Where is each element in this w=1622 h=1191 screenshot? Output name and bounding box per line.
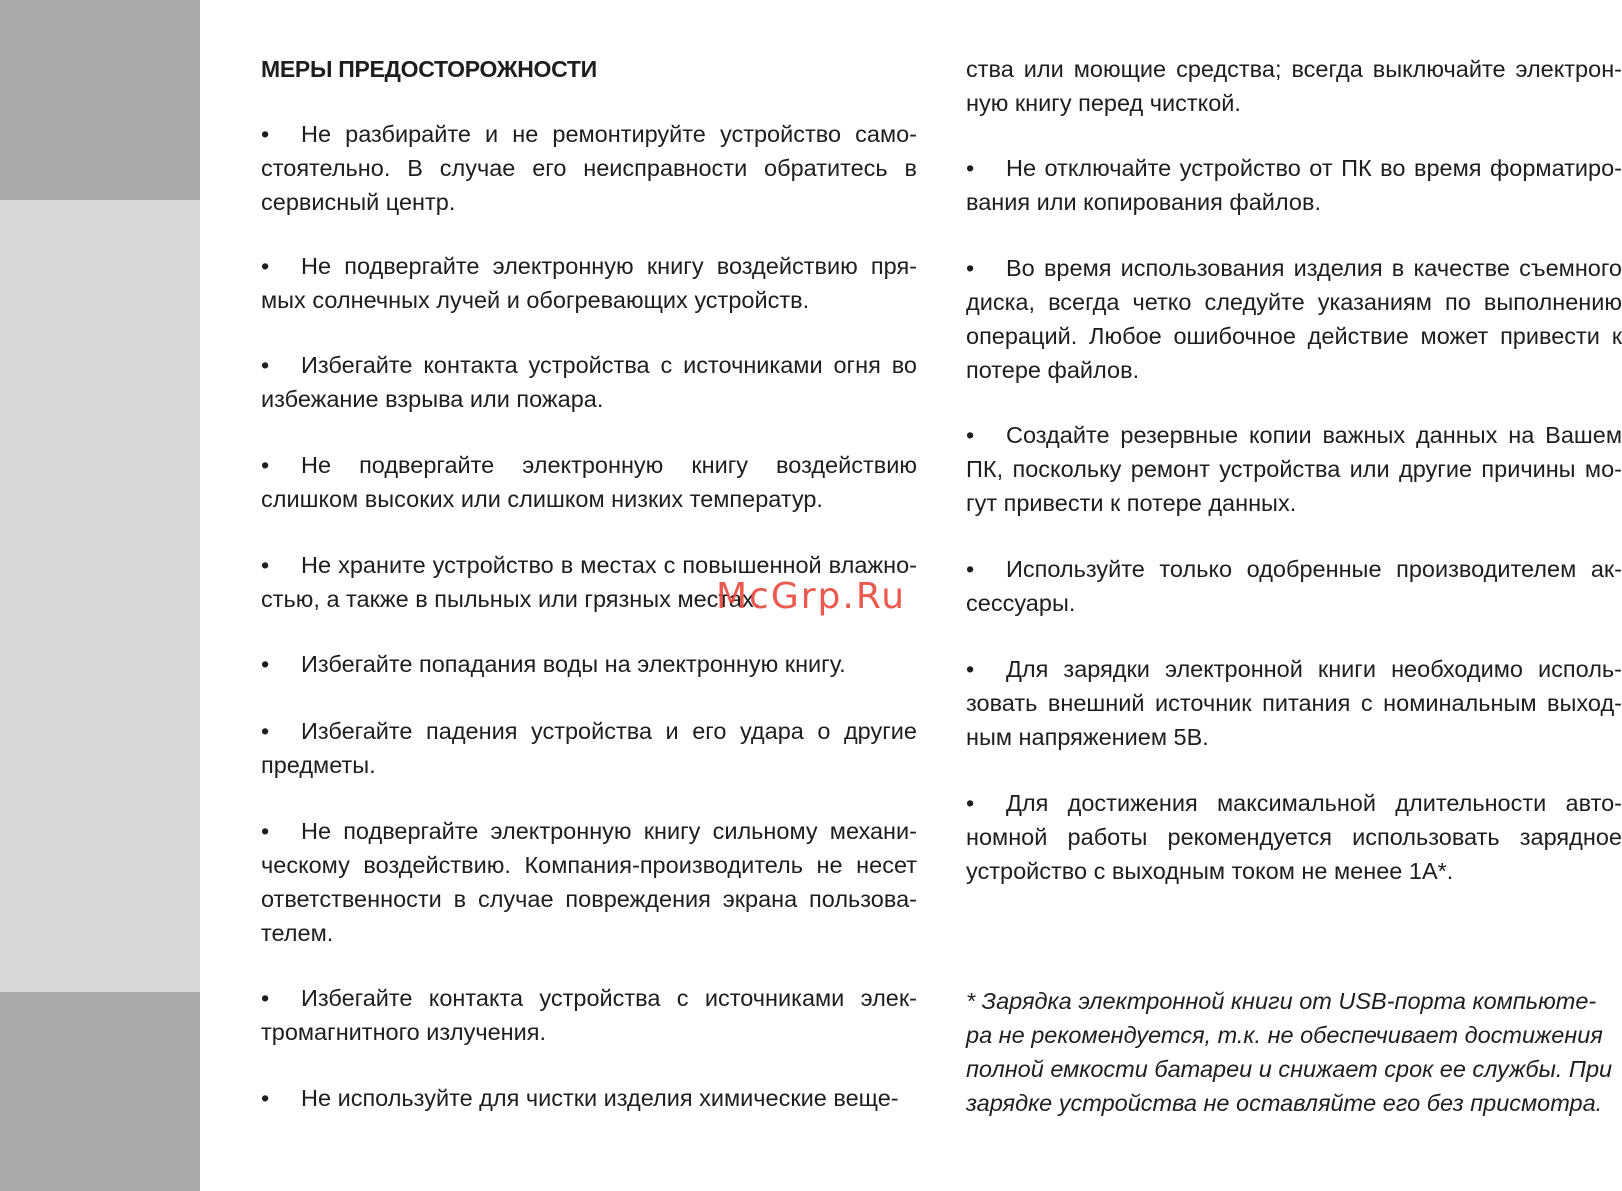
bullet-marker: • bbox=[261, 121, 270, 147]
list-item-text: Не подвергайте электронную книгу сильному механи-ческому воздействию. Компания-производитель не несет ответственности в случае повреждения экрана пользова-телем. bbox=[261, 818, 917, 946]
list-item-text: Создайте резервные копии важных данных на Вашем ПК, поскольку ремонт устройства или другие причины мо-гут привести к потере данных. bbox=[966, 422, 1622, 516]
sidebar-bottom-block bbox=[0, 992, 200, 1191]
list-item bbox=[261, 714, 917, 782]
list-item-text: Избегайте падения устройства и его удара о другие предметы. bbox=[261, 718, 917, 778]
list-item bbox=[966, 151, 1622, 219]
bullet-marker: • bbox=[261, 352, 270, 378]
list-item bbox=[261, 1081, 917, 1115]
bullet-marker: • bbox=[966, 790, 975, 816]
bullet-marker: • bbox=[261, 818, 270, 844]
sidebar-middle-block bbox=[0, 200, 200, 992]
list-item bbox=[966, 786, 1622, 888]
list-item bbox=[261, 647, 917, 681]
list-item-text: Не отключайте устройство от ПК во время форматиро-вания или копирования файлов. bbox=[966, 155, 1622, 215]
list-item bbox=[261, 981, 917, 1049]
bullet-marker: • bbox=[261, 1085, 270, 1111]
bullet-marker: • bbox=[966, 155, 975, 181]
list-item bbox=[966, 552, 1622, 620]
list-item bbox=[261, 117, 917, 219]
sidebar-decoration bbox=[0, 0, 200, 1191]
sidebar-top-block bbox=[0, 0, 200, 200]
bullet-marker: • bbox=[261, 985, 270, 1011]
list-item-text: Избегайте контакта устройства с источниками огня во избежание взрыва или пожара. bbox=[261, 352, 917, 412]
list-item bbox=[966, 251, 1622, 387]
footnote: * Зарядка электронной книги от USB-порта компьюте-ра не рекомендуется, т.к. не обеспечивает достижения полной емкости батареи и снижает срок ее службы. При зарядке устройства не оставляйте его без присмотра. bbox=[966, 988, 1613, 1116]
bullet-marker: • bbox=[966, 556, 975, 582]
list-item-text: Во время использования изделия в качестве съемного диска, всегда четко следуйте указаниям по выполнению операций. Любое ошибочное действие может привести к потере файлов. bbox=[966, 255, 1622, 383]
bullet-marker: • bbox=[261, 253, 270, 279]
list-item-text: Не используйте для чистки изделия химические веще- bbox=[301, 1085, 899, 1111]
list-item bbox=[261, 814, 917, 950]
list-item-text: Не подвергайте электронную книгу воздействию пря-мых солнечных лучей и обогревающих устройств. bbox=[261, 253, 917, 313]
page-title: МЕРЫ ПРЕДОСТОРОЖНОСТИ bbox=[261, 56, 597, 82]
watermark: McGrp.Ru bbox=[716, 576, 907, 617]
bullet-marker: • bbox=[261, 452, 270, 478]
bullet-marker: • bbox=[261, 651, 270, 677]
list-item-continuation: ства или моющие средства; всегда выключайте электрон-ную книгу перед чисткой. bbox=[966, 56, 1622, 116]
list-item bbox=[966, 652, 1622, 754]
bullet-marker: • bbox=[261, 552, 270, 578]
list-item bbox=[261, 448, 917, 516]
list-item-text: Избегайте контакта устройства с источниками элек-тромагнитного излучения. bbox=[261, 985, 917, 1045]
bullet-marker: • bbox=[966, 656, 975, 682]
list-item-text: Избегайте попадания воды на электронную книгу. bbox=[301, 651, 846, 677]
list-item bbox=[261, 249, 917, 317]
list-item-text: Для зарядки электронной книги необходимо исполь-зовать внешний источник питания с номинальным выход-ным напряжением 5В. bbox=[966, 656, 1622, 750]
list-item bbox=[261, 348, 917, 416]
list-item-text: Не подвергайте электронную книгу воздействию слишком высоких или слишком низких температур. bbox=[261, 452, 917, 512]
list-item-text: Не храните устройство в местах с повышенной влажно-стью, а также в пыльных или грязных местах. bbox=[261, 552, 917, 612]
bullet-marker: • bbox=[966, 422, 975, 448]
list-item-text: Не разбирайте и не ремонтируйте устройство само-стоятельно. В случае его неисправности обратитесь в сервисный центр. bbox=[261, 121, 917, 215]
bullet-marker: • bbox=[261, 718, 270, 744]
list-item-text: Для достижения максимальной длительности авто-номной работы рекомендуется использовать зарядное устройство с выходным током не менее 1А*. bbox=[966, 790, 1622, 884]
list-item-text: Используйте только одобренные производителем ак-сессуары. bbox=[966, 556, 1622, 616]
bullet-marker: • bbox=[966, 255, 975, 281]
list-item bbox=[966, 418, 1622, 520]
